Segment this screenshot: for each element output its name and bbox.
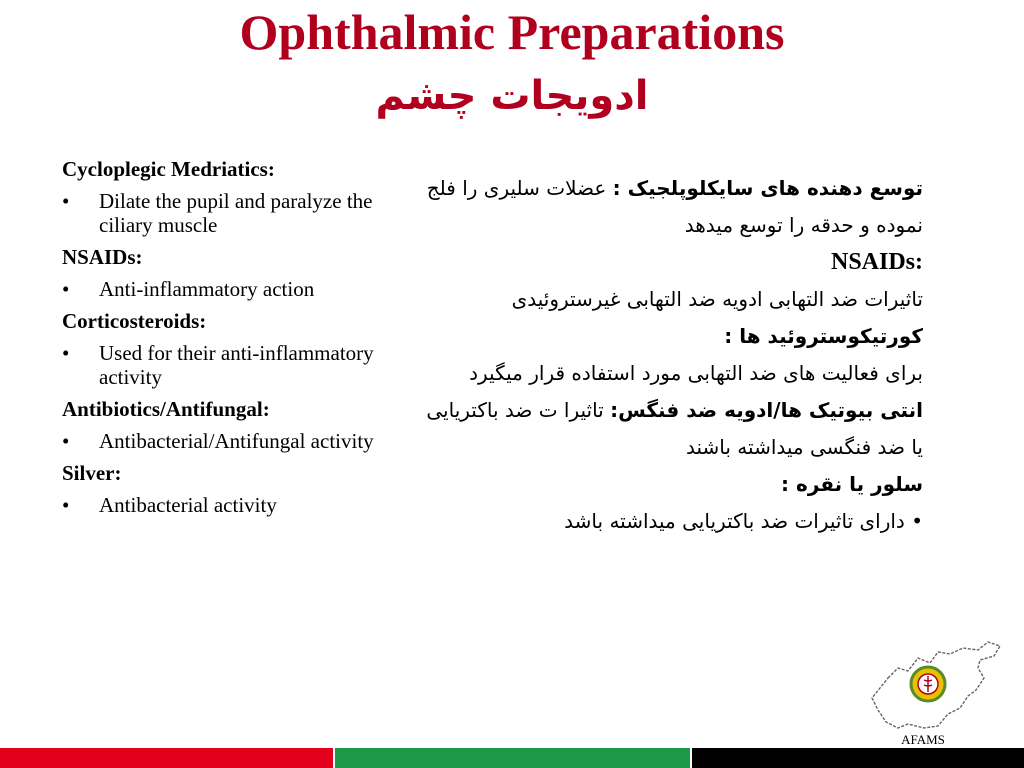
persian-antibiotics-paragraph: [425, 392, 923, 466]
persian-antibiotics-heading: انتی بیوتیک ها/ادویه ضد فنگس:: [610, 398, 923, 422]
bullet: •: [62, 493, 70, 517]
bullet: •: [62, 341, 70, 365]
silver-description: Antibacterial activity: [99, 493, 277, 517]
flag-bar-red: [0, 748, 333, 768]
cycloplegic-heading: Cycloplegic Medriatics:: [62, 157, 275, 181]
persian-silver-paragraph: [425, 466, 923, 503]
persian-silver-heading: سلور یا نقره :: [781, 472, 923, 496]
persian-corticosteroids-text: برای فعالیت های ضد التهابی مورد استفاده قرار میگیرد: [469, 361, 923, 385]
persian-nsaids-text: تاثیرات ضد التهابی ادویه ضد التهابی غیرستروئیدی: [511, 287, 923, 311]
list-item: [62, 277, 392, 301]
persian-cycloplegic-heading: توسع دهنده های سایکلوپلجیک :: [612, 176, 923, 200]
persian-corticosteroids-heading: کورتیکوستروئید ها :: [724, 324, 923, 348]
persian-cycloplegic-text: عضلات سلیری را فلج نموده و حدقه را توسع میدهد: [426, 176, 923, 237]
antibiotics-heading: Antibiotics/Antifungal:: [62, 397, 270, 421]
slide-title: Ophthalmic Preparations: [239, 4, 785, 60]
nsaids-heading: NSAIDs:: [62, 245, 143, 269]
list-item: [62, 341, 392, 389]
persian-silver-text: • دارای تاثیرات ضد باکتریایی میداشته باشد: [564, 509, 923, 533]
persian-content: [425, 170, 923, 540]
list-item: [62, 493, 392, 517]
persian-nsaids-heading: NSAIDs:: [830, 249, 923, 275]
afams-label: AFAMS: [901, 732, 945, 747]
bullet: •: [62, 277, 70, 301]
persian-antibiotics-text: تاثیرا ت ضد باکتریایی یا ضد فنگسی میداشته باشند: [426, 398, 923, 459]
corticosteroids-heading: Corticosteroids:: [62, 309, 207, 333]
persian-corticosteroids-paragraph: [425, 318, 923, 355]
slide-subtitle-persian: ادویجات چشم: [375, 73, 649, 119]
flag-bar-black: [690, 748, 1024, 768]
list-item: [62, 429, 392, 453]
flag-color-bar: [0, 748, 1024, 768]
cycloplegic-description: Dilate the pupil and paralyze the ciliary muscle: [99, 189, 373, 237]
list-item: [62, 189, 392, 237]
persian-cycloplegic-paragraph: [425, 170, 923, 244]
afghanistan-map-emblem: [868, 638, 1002, 734]
flag-bar-green: [333, 748, 690, 768]
english-content: [62, 157, 392, 525]
bullet: •: [62, 189, 70, 213]
antibiotics-description: Antibacterial/Antifungal activity: [99, 429, 374, 453]
nsaids-description: Anti-inflammatory action: [99, 277, 315, 301]
corticosteroids-description: Used for their anti-inflammatory activity: [99, 341, 374, 389]
bullet: •: [62, 429, 70, 453]
silver-heading: Silver:: [62, 461, 122, 485]
persian-nsaids-paragraph: [425, 244, 923, 281]
